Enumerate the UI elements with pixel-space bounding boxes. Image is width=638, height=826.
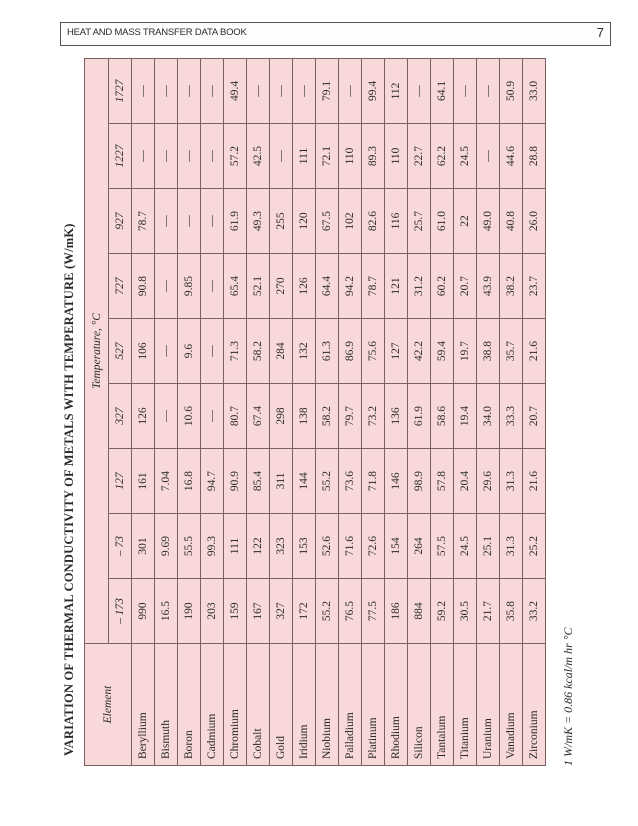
element-name-cell: Silicon [408, 644, 431, 766]
conductivity-value-cell: 55.2 [316, 579, 339, 644]
element-name-cell: Vanadium [500, 644, 523, 766]
conductivity-value-cell: 85.4 [247, 449, 270, 514]
conductivity-value-cell: 16.5 [155, 579, 178, 644]
conductivity-value-cell: 61.3 [316, 319, 339, 384]
conductivity-value-cell: 190 [178, 579, 201, 644]
conductivity-value-cell: 19.4 [454, 384, 477, 449]
element-column-header: Element [85, 644, 132, 766]
element-name-cell: Palladium [339, 644, 362, 766]
conductivity-value-cell: 78.7 [362, 254, 385, 319]
conductivity-value-cell: 52.6 [316, 514, 339, 579]
conductivity-value-cell: 58.2 [247, 319, 270, 384]
table-row [431, 58, 454, 765]
table-row [155, 58, 178, 765]
temperature-column-header: – 73 [109, 514, 132, 579]
conductivity-value-cell: 138 [293, 384, 316, 449]
conductivity-value-cell: 38.2 [500, 254, 523, 319]
conductivity-value-cell: 78.7 [132, 189, 155, 254]
conductivity-value-cell: — [155, 58, 178, 123]
conductivity-value-cell: — [201, 124, 224, 189]
element-name-cell: Bismuth [155, 644, 178, 766]
conductivity-value-cell: 120 [293, 189, 316, 254]
conductivity-value-cell: 49.3 [247, 189, 270, 254]
conductivity-value-cell: 40.8 [500, 189, 523, 254]
conductivity-value-cell: 38.8 [477, 319, 500, 384]
conductivity-value-cell: 58.6 [431, 384, 454, 449]
conductivity-value-cell: 30.5 [454, 579, 477, 644]
conductivity-value-cell: 33.3 [500, 384, 523, 449]
conductivity-value-cell: — [247, 58, 270, 123]
conductivity-value-cell: 111 [224, 514, 247, 579]
conductivity-value-cell: 57.2 [224, 124, 247, 189]
conductivity-value-cell: — [132, 58, 155, 123]
conductivity-value-cell: 59.4 [431, 319, 454, 384]
conductivity-value-cell: 126 [132, 384, 155, 449]
conductivity-value-cell: 154 [385, 514, 408, 579]
conductivity-value-cell: 884 [408, 579, 431, 644]
conductivity-value-cell: 55.5 [178, 514, 201, 579]
conductivity-value-cell: 22 [454, 189, 477, 254]
temperature-column-header: 327 [109, 384, 132, 449]
conductivity-value-cell: — [178, 124, 201, 189]
conductivity-value-cell: 264 [408, 514, 431, 579]
conductivity-value-cell: 49.4 [224, 58, 247, 123]
conductivity-value-cell: — [270, 124, 293, 189]
conductivity-value-cell: 10.6 [178, 384, 201, 449]
conductivity-value-cell: 34.0 [477, 384, 500, 449]
element-name-cell: Chromium [224, 644, 247, 766]
conductivity-value-cell: 111 [293, 124, 316, 189]
conductivity-value-cell: 21.6 [523, 319, 546, 384]
element-name-cell: Iridium [293, 644, 316, 766]
conductivity-value-cell: — [132, 124, 155, 189]
conductivity-value-cell: — [339, 58, 362, 123]
conductivity-value-cell: 121 [385, 254, 408, 319]
conductivity-value-cell: 90.9 [224, 449, 247, 514]
conductivity-value-cell: 55.2 [316, 449, 339, 514]
conductivity-value-cell: 161 [132, 449, 155, 514]
conductivity-value-cell: 20.7 [454, 254, 477, 319]
conductivity-value-cell: 60.2 [431, 254, 454, 319]
conductivity-value-cell: — [477, 58, 500, 123]
conductivity-value-cell: — [178, 58, 201, 123]
conductivity-value-cell: 9.69 [155, 514, 178, 579]
table-row [201, 58, 224, 765]
conductivity-value-cell: 76.5 [339, 579, 362, 644]
conductivity-value-cell: 20.4 [454, 449, 477, 514]
conductivity-value-cell: 52.1 [247, 254, 270, 319]
conductivity-value-cell: — [201, 58, 224, 123]
table-row [454, 58, 477, 765]
conductivity-value-cell: 112 [385, 58, 408, 123]
conductivity-value-cell: 24.5 [454, 514, 477, 579]
conductivity-value-cell: 99.3 [201, 514, 224, 579]
conductivity-value-cell: 21.6 [523, 449, 546, 514]
table-row [247, 58, 270, 765]
conductivity-value-cell: 21.7 [477, 579, 500, 644]
table-row [132, 58, 155, 765]
temperature-column-header: – 173 [109, 579, 132, 644]
conductivity-value-cell: 57.8 [431, 449, 454, 514]
conductivity-value-cell: 25.2 [523, 514, 546, 579]
conductivity-value-cell: 61.9 [408, 384, 431, 449]
conductivity-value-cell: 49.0 [477, 189, 500, 254]
temperature-column-header: 1727 [109, 58, 132, 123]
conductivity-value-cell: 102 [339, 189, 362, 254]
conductivity-value-cell: 23.7 [523, 254, 546, 319]
conductivity-value-cell: 50.9 [500, 58, 523, 123]
conductivity-value-cell: 80.7 [224, 384, 247, 449]
conductivity-value-cell: 323 [270, 514, 293, 579]
conductivity-value-cell: 90.8 [132, 254, 155, 319]
conductivity-value-cell: 298 [270, 384, 293, 449]
table-row [362, 58, 385, 765]
conductivity-value-cell: 9.85 [178, 254, 201, 319]
table-row [408, 58, 431, 765]
conductivity-value-cell: — [155, 384, 178, 449]
conductivity-value-cell: — [155, 319, 178, 384]
conductivity-value-cell: 284 [270, 319, 293, 384]
conductivity-value-cell: 255 [270, 189, 293, 254]
conductivity-value-cell: 144 [293, 449, 316, 514]
element-name-cell: Platinum [362, 644, 385, 766]
conductivity-value-cell: — [454, 58, 477, 123]
conductivity-value-cell: 73.6 [339, 449, 362, 514]
table-row [316, 58, 339, 765]
element-name-cell: Beryllium [132, 644, 155, 766]
conductivity-value-cell: 62.2 [431, 124, 454, 189]
conductivity-value-cell: 146 [385, 449, 408, 514]
conductivity-value-cell: 20.7 [523, 384, 546, 449]
conductivity-value-cell: 73.2 [362, 384, 385, 449]
temperature-column-header: 127 [109, 449, 132, 514]
conductivity-value-cell: 33.2 [523, 579, 546, 644]
conductivity-value-cell: 116 [385, 189, 408, 254]
conductivity-value-cell: 86.9 [339, 319, 362, 384]
conductivity-value-cell: 153 [293, 514, 316, 579]
conductivity-value-cell: 61.0 [431, 189, 454, 254]
conductivity-value-cell: 172 [293, 579, 316, 644]
table-row [270, 58, 293, 765]
conductivity-table [84, 58, 546, 766]
conductivity-value-cell: 42.5 [247, 124, 270, 189]
element-name-cell: Tantalum [431, 644, 454, 766]
element-name-cell: Gold [270, 644, 293, 766]
conductivity-value-cell: 61.9 [224, 189, 247, 254]
conductivity-value-cell: 58.2 [316, 384, 339, 449]
conductivity-value-cell: 26.0 [523, 189, 546, 254]
conductivity-value-cell: 94.7 [201, 449, 224, 514]
conductivity-value-cell: 16.8 [178, 449, 201, 514]
conductivity-value-cell: 42.2 [408, 319, 431, 384]
table-row [339, 58, 362, 765]
table-row [385, 58, 408, 765]
conductivity-value-cell: 110 [339, 124, 362, 189]
conductivity-value-cell: 71.8 [362, 449, 385, 514]
conductivity-value-cell: 31.3 [500, 514, 523, 579]
conductivity-value-cell: 167 [247, 579, 270, 644]
conductivity-value-cell: 126 [293, 254, 316, 319]
element-name-cell: Uranium [477, 644, 500, 766]
conductivity-value-cell: 67.4 [247, 384, 270, 449]
conductivity-value-cell: 94.2 [339, 254, 362, 319]
conductivity-value-cell: — [408, 58, 431, 123]
conductivity-value-cell: — [201, 384, 224, 449]
conductivity-value-cell: 31.2 [408, 254, 431, 319]
conductivity-value-cell: 24.5 [454, 124, 477, 189]
conductivity-value-cell: 127 [385, 319, 408, 384]
table-title: VARIATION OF THERMAL CONDUCTIVITY OF METALS WITH TEMPERATURE (W/mK) [62, 223, 76, 756]
element-name-cell: Boron [178, 644, 201, 766]
unit-conversion-footnote: 1 W/mK = 0.86 kcal/m hr °C [561, 627, 575, 766]
conductivity-value-cell: 71.6 [339, 514, 362, 579]
conductivity-value-cell: 67.5 [316, 189, 339, 254]
conductivity-value-cell: 75.6 [362, 319, 385, 384]
table-row [224, 58, 247, 765]
table-row [523, 58, 546, 765]
conductivity-value-cell: 44.6 [500, 124, 523, 189]
conductivity-value-cell: 28.8 [523, 124, 546, 189]
header-title: HEAT AND MASS TRANSFER DATA BOOK [67, 27, 247, 38]
conductivity-value-cell: 59.2 [431, 579, 454, 644]
element-name-cell: Cadmium [201, 644, 224, 766]
conductivity-value-cell: 25.7 [408, 189, 431, 254]
element-name-cell: Zirconium [523, 644, 546, 766]
conductivity-value-cell: 57.5 [431, 514, 454, 579]
conductivity-value-cell: 99.4 [362, 58, 385, 123]
conductivity-value-cell: 7.04 [155, 449, 178, 514]
conductivity-value-cell: — [293, 58, 316, 123]
conductivity-value-cell: 31.3 [500, 449, 523, 514]
conductivity-value-cell: 72.1 [316, 124, 339, 189]
conductivity-value-cell: 64.1 [431, 58, 454, 123]
element-name-cell: Rhodium [385, 644, 408, 766]
element-name-cell: Cobalt [247, 644, 270, 766]
conductivity-value-cell: 25.1 [477, 514, 500, 579]
conductivity-value-cell: — [178, 189, 201, 254]
conductivity-value-cell: 29.6 [477, 449, 500, 514]
conductivity-value-cell: 110 [385, 124, 408, 189]
conductivity-value-cell: 106 [132, 319, 155, 384]
table-row [293, 58, 316, 765]
conductivity-value-cell: 327 [270, 579, 293, 644]
conductivity-value-cell: 122 [247, 514, 270, 579]
conductivity-value-cell: 89.3 [362, 124, 385, 189]
conductivity-value-cell: — [201, 189, 224, 254]
conductivity-value-cell: 82.6 [362, 189, 385, 254]
conductivity-value-cell: 136 [385, 384, 408, 449]
conductivity-value-cell: 33.0 [523, 58, 546, 123]
temperature-column-header: 527 [109, 319, 132, 384]
conductivity-value-cell: — [477, 124, 500, 189]
element-name-cell: Titanium [454, 644, 477, 766]
conductivity-value-cell: 79.1 [316, 58, 339, 123]
conductivity-value-cell: 79.7 [339, 384, 362, 449]
conductivity-value-cell: 35.8 [500, 579, 523, 644]
conductivity-value-cell: 22.7 [408, 124, 431, 189]
conductivity-value-cell: — [155, 189, 178, 254]
conductivity-value-cell: — [155, 254, 178, 319]
conductivity-value-cell: 72.6 [362, 514, 385, 579]
temperature-header: Temperature, °C [85, 58, 109, 643]
temperature-column-header: 1227 [109, 124, 132, 189]
conductivity-value-cell: — [270, 58, 293, 123]
conductivity-value-cell: 65.4 [224, 254, 247, 319]
conductivity-value-cell: — [201, 254, 224, 319]
conductivity-value-cell: 159 [224, 579, 247, 644]
conductivity-value-cell: 990 [132, 579, 155, 644]
conductivity-value-cell: 64.4 [316, 254, 339, 319]
conductivity-value-cell: 132 [293, 319, 316, 384]
conductivity-value-cell: 71.3 [224, 319, 247, 384]
table-row [178, 58, 201, 765]
conductivity-value-cell: 203 [201, 579, 224, 644]
temperature-column-header: 927 [109, 189, 132, 254]
table-row [477, 58, 500, 765]
conductivity-value-cell: — [201, 319, 224, 384]
conductivity-value-cell: — [155, 124, 178, 189]
temperature-column-header: 727 [109, 254, 132, 319]
conductivity-value-cell: 9.6 [178, 319, 201, 384]
page-number: 7 [596, 25, 604, 40]
conductivity-value-cell: 270 [270, 254, 293, 319]
conductivity-value-cell: 19.7 [454, 319, 477, 384]
conductivity-value-cell: 43.9 [477, 254, 500, 319]
conductivity-value-cell: 186 [385, 579, 408, 644]
conductivity-value-cell: 301 [132, 514, 155, 579]
conductivity-value-cell: 98.9 [408, 449, 431, 514]
conductivity-value-cell: 77.5 [362, 579, 385, 644]
conductivity-value-cell: 35.7 [500, 319, 523, 384]
element-name-cell: Niobium [316, 644, 339, 766]
table-row [500, 58, 523, 765]
conductivity-value-cell: 311 [270, 449, 293, 514]
